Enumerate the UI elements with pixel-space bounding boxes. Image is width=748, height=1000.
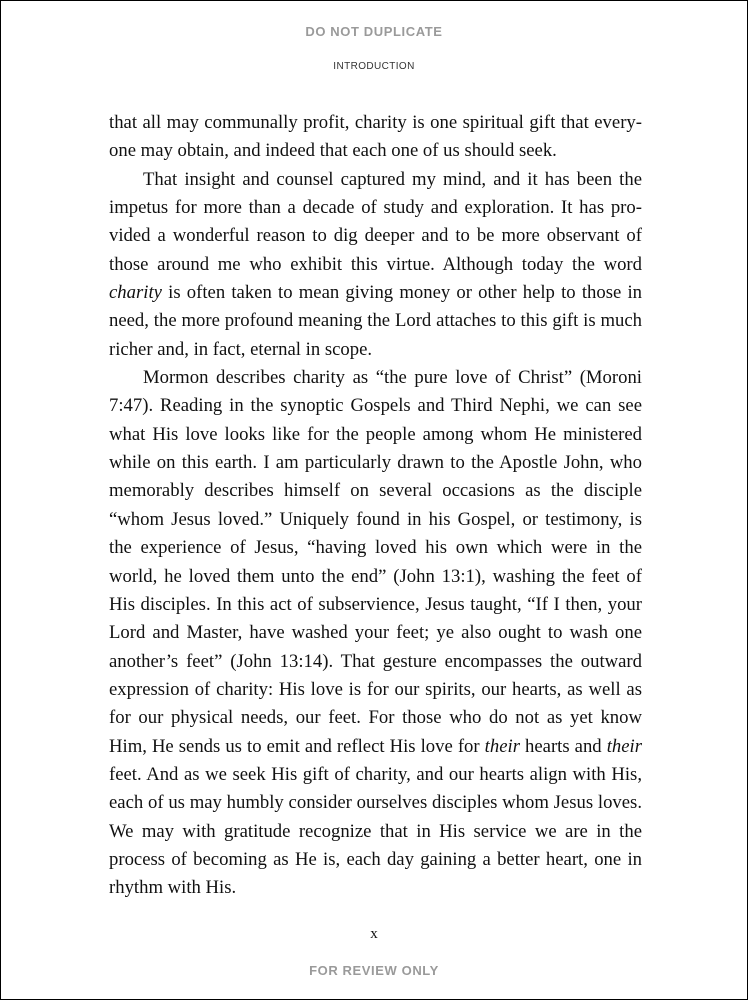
paragraph-3-text: hearts and	[519, 735, 607, 757]
italic-word-their: their	[606, 735, 642, 757]
paragraph-3-text: Mormon describes charity as “the pure love of Christ” (Moroni 7:47). Reading in the synoptic Gospels and Third Nephi, we can see what His love looks like for the people among whom He ministered while on this earth. I am particularly drawn to the Apostle John, who memorably describes himself on several occasions as the disciple “whom Jesus loved.” Uniquely found in his Gospel, or testimony, is the experience of Jesus, “having loved his own which were in the world, he loved them unto the end” (John 13:1), washing the feet of His disciples. In this act of subservience, Jesus taught, “If I then, your Lord and Master, have washed your feet; ye also ought to wash one another’s feet” (John 13:14). That gesture encompasses the outward expression of charity: His love is for our spirits, our hearts, as well as for our physical needs, our feet. For those who do not as yet know Him, He sends us to emit and reflect His love for	[109, 367, 642, 757]
italic-word-their: their	[484, 735, 520, 757]
paragraph-2-text: is often taken to mean giving money or other help to those in need, the more profound meaning the Lord attaches to this gift is much richer and, in fact, eternal in scope.	[109, 282, 642, 360]
paragraph-2	[109, 166, 642, 364]
italic-word-charity: charity	[109, 282, 162, 304]
paragraph-1-text: that all may communally profit, charity is one spiritual gift that everyone may obtain, and indeed that each one of us should seek.	[109, 112, 642, 162]
paragraph-3	[109, 364, 642, 903]
body-text	[109, 109, 642, 903]
running-head: INTRODUCTION	[333, 61, 415, 72]
paragraph-3-text: feet. And as we seek His gift of charity, and our hearts align with His, each of us may humbly consider ourselves disciples whom Jesus loves. We may with gratitude recognize that in His service we are in the process of becoming as He is, each day gaining a better heart, one in rhythm with His.	[109, 763, 642, 899]
paragraph-2-text: That insight and counsel captured my mind, and it has been the impetus for more than a decade of study and exploration. It has provided a wonderful reason to dig deeper and to be more observant of those around me who exhibit this virtue. Although today the word	[109, 168, 642, 275]
watermark-top: DO NOT DUPLICATE	[305, 24, 443, 39]
page-number: x	[370, 926, 378, 942]
paragraph-1	[109, 109, 642, 166]
watermark-bottom: FOR REVIEW ONLY	[309, 963, 439, 978]
